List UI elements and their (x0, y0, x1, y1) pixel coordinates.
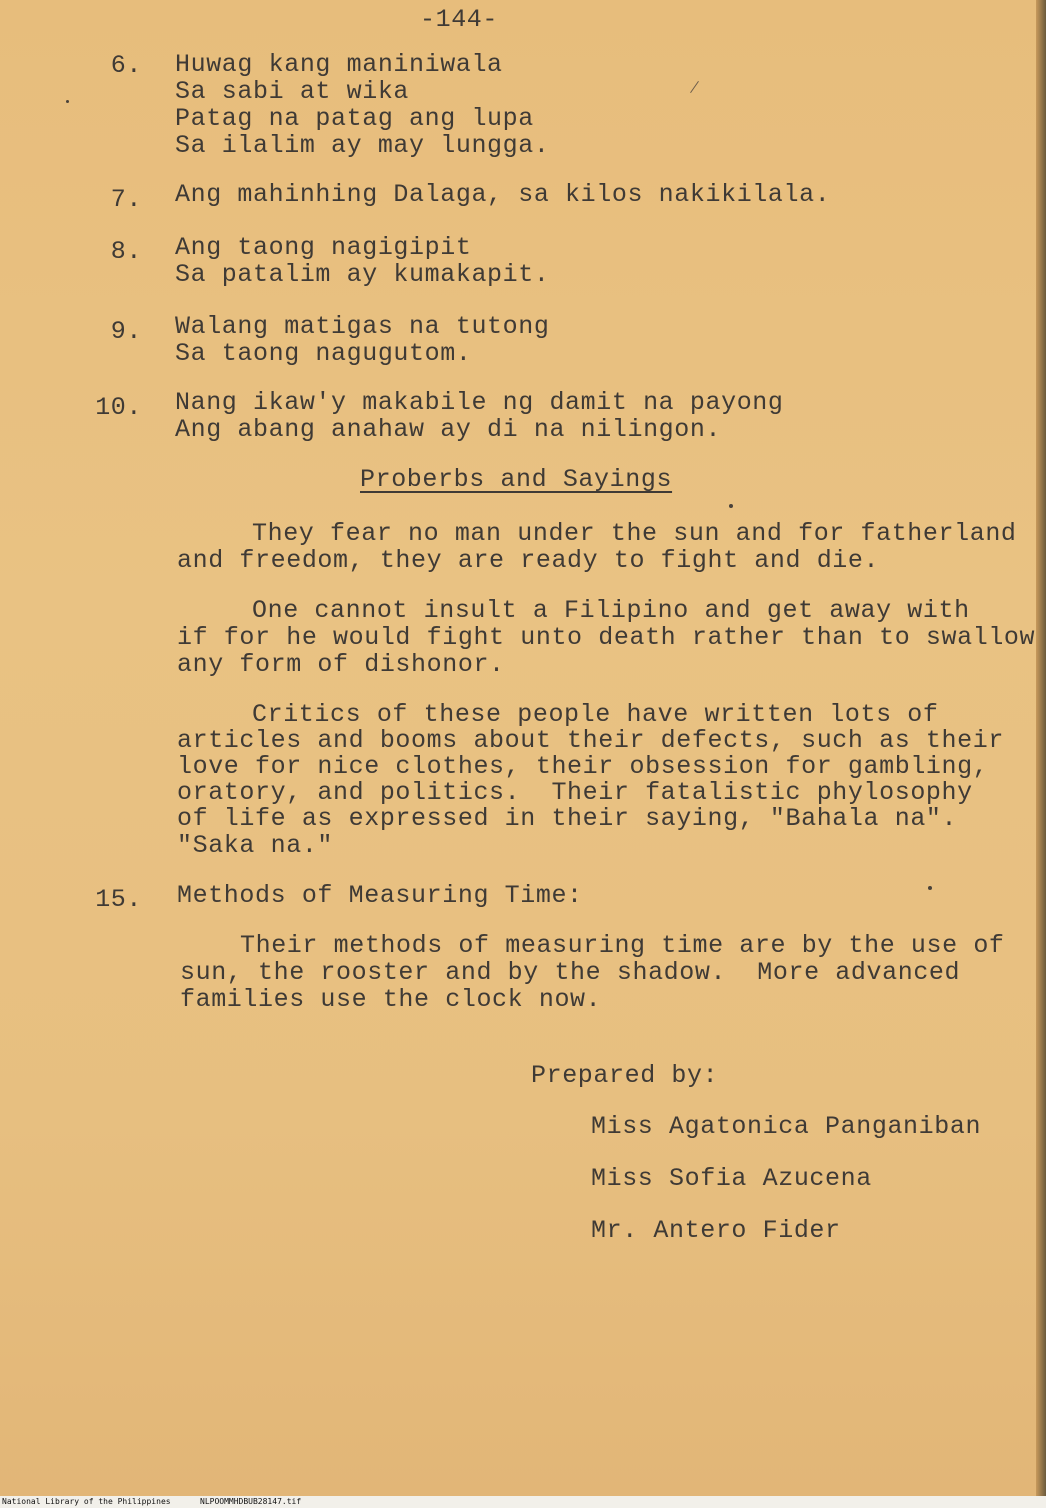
item-line: Ang taong nagigipit (175, 233, 472, 262)
paragraph-line: oratory, and politics. Their fatalistic phylosophy (177, 778, 973, 807)
page-number: -144- (420, 5, 499, 34)
pencil-mark (690, 81, 699, 93)
paragraph-line: of life as expressed in their saying, "Bahala na". (177, 804, 958, 833)
paragraph-line: articles and booms about their defects, such as their (177, 726, 1004, 755)
paragraph-line: They fear no man under the sun and for fatherland (252, 519, 1017, 548)
item-number: 9. (110, 317, 142, 346)
preparer-name: Miss Agatonica Panganiban (591, 1112, 982, 1141)
item-number: 6. (110, 51, 142, 80)
item-line: Sa taong nagugutom. (175, 339, 472, 368)
footer-filename: NLPOOMMHDBUB28147.tif (200, 1497, 302, 1506)
item-line: Sa sabi at wika (175, 77, 410, 106)
preparer-name: Mr. Antero Fider (591, 1216, 841, 1245)
paragraph-line: any form of dishonor. (177, 650, 505, 679)
item-number: 10. (95, 393, 142, 422)
item-number: 15. (95, 885, 142, 914)
paragraph-line: Critics of these people have written lots of (252, 700, 939, 729)
item-line: Patag na patag ang lupa (175, 104, 534, 133)
item-line: Nang ikaw'y makabile ng damit na payong (175, 388, 784, 417)
ink-speck (928, 886, 932, 890)
prepared-by-label: Prepared by: (531, 1061, 719, 1090)
item-number: 7. (110, 185, 142, 214)
paragraph-line: families use the clock now. (180, 985, 602, 1014)
scan-footer (0, 1496, 1046, 1508)
ink-speck (66, 100, 69, 103)
paragraph-line: and freedom, they are ready to fight and die. (177, 546, 880, 575)
paragraph-line: "Saka na." (177, 831, 334, 860)
page-edge (1036, 0, 1046, 1496)
footer-source: National Library of the Philippines (2, 1497, 171, 1506)
paragraph-line: love for nice clothes, their obsession for gambling, (177, 752, 989, 781)
paragraph-line: Their methods of measuring time are by the use of (240, 931, 1005, 960)
item-number: 8. (110, 237, 142, 266)
item-line: Walang matigas na tutong (175, 312, 550, 341)
item-line: Huwag kang maniniwala (175, 50, 503, 79)
section-heading: Methods of Measuring Time: (177, 881, 583, 910)
paragraph-line: if for he would fight unto death rather than to swallow (177, 623, 1036, 652)
item-line: Ang abang anahaw ay di na nilingon. (175, 415, 722, 444)
item-line: Ang mahinhing Dalaga, sa kilos nakikilala. (175, 180, 831, 209)
preparer-name: Miss Sofia Azucena (591, 1164, 872, 1193)
item-line: Sa patalim ay kumakapit. (175, 260, 550, 289)
paragraph-line: sun, the rooster and by the shadow. More advanced (180, 958, 961, 987)
item-line: Sa ilalim ay may lungga. (175, 131, 550, 160)
ink-speck (729, 504, 733, 508)
paragraph-line: One cannot insult a Filipino and get away with (252, 596, 970, 625)
section-title: Proberbs and Sayings (360, 465, 673, 494)
